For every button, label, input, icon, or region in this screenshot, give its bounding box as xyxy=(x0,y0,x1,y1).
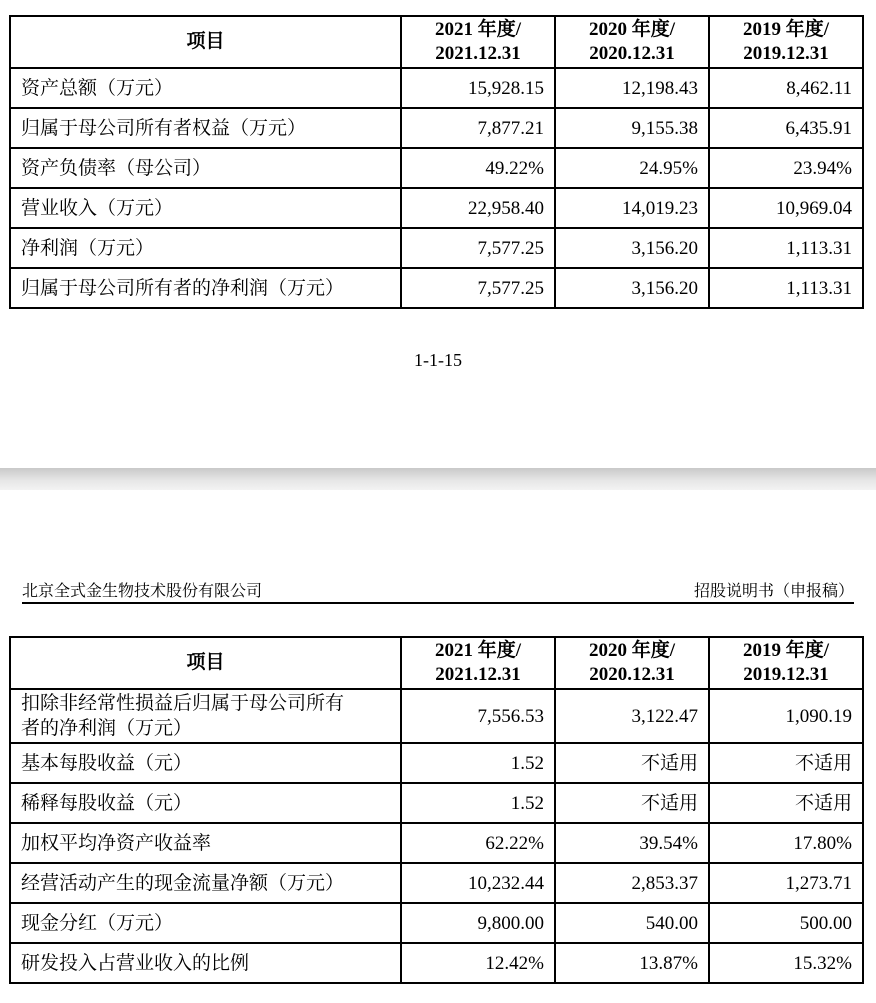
cell-2019: 500.00 xyxy=(709,903,863,943)
table-row xyxy=(10,743,863,783)
row-label: 净利润（万元） xyxy=(10,228,401,268)
cell-2020: 不适用 xyxy=(555,743,709,783)
header-2021: 2021 年度/ 2021.12.31 xyxy=(401,16,555,68)
cell-2020: 2,853.37 xyxy=(555,863,709,903)
cell-2020: 不适用 xyxy=(555,783,709,823)
row-label: 加权平均净资产收益率 xyxy=(10,823,401,863)
cell-2020: 14,019.23 xyxy=(555,188,709,228)
table-row xyxy=(10,783,863,823)
table-row xyxy=(10,68,863,108)
row-label: 稀释每股收益（元） xyxy=(10,783,401,823)
table-row xyxy=(10,943,863,983)
row-label: 现金分红（万元） xyxy=(10,903,401,943)
cell-2019: 6,435.91 xyxy=(709,108,863,148)
cell-2021: 1.52 xyxy=(401,783,555,823)
cell-2019: 15.32% xyxy=(709,943,863,983)
cell-2019: 17.80% xyxy=(709,823,863,863)
table-row xyxy=(10,823,863,863)
cell-2019: 不适用 xyxy=(709,783,863,823)
row-label: 扣除非经常性损益后归属于母公司所有 者的净利润（万元） xyxy=(10,689,401,743)
table-header-row xyxy=(10,16,863,68)
page-number: 1-1-15 xyxy=(414,350,462,370)
header-item: 项目 xyxy=(10,637,401,689)
cell-2021: 1.52 xyxy=(401,743,555,783)
cell-2019: 1,090.19 xyxy=(709,689,863,743)
cell-2021: 62.22% xyxy=(401,823,555,863)
cell-2020: 9,155.38 xyxy=(555,108,709,148)
header-2021: 2021 年度/ 2021.12.31 xyxy=(401,637,555,689)
row-label: 归属于母公司所有者的净利润（万元） xyxy=(10,268,401,308)
cell-2021: 22,958.40 xyxy=(401,188,555,228)
cell-2021: 15,928.15 xyxy=(401,68,555,108)
table-row xyxy=(10,863,863,903)
cell-2019: 23.94% xyxy=(709,148,863,188)
table-row xyxy=(10,903,863,943)
cell-2021: 49.22% xyxy=(401,148,555,188)
header-item: 项目 xyxy=(10,16,401,68)
document-page-1 xyxy=(0,0,876,468)
financial-table-2 xyxy=(9,636,864,984)
table-row xyxy=(10,148,863,188)
cell-2021: 7,877.21 xyxy=(401,108,555,148)
header-2019: 2019 年度/ 2019.12.31 xyxy=(709,637,863,689)
table-header-row xyxy=(10,637,863,689)
cell-2020: 12,198.43 xyxy=(555,68,709,108)
row-label: 营业收入（万元） xyxy=(10,188,401,228)
table-row xyxy=(10,268,863,308)
document-page-2 xyxy=(0,490,876,1003)
row-label: 资产负债率（母公司） xyxy=(10,148,401,188)
cell-2020: 39.54% xyxy=(555,823,709,863)
cell-2020: 3,156.20 xyxy=(555,268,709,308)
header-2020: 2020 年度/ 2020.12.31 xyxy=(555,637,709,689)
header-2019: 2019 年度/ 2019.12.31 xyxy=(709,16,863,68)
row-label: 资产总额（万元） xyxy=(10,68,401,108)
cell-2019: 10,969.04 xyxy=(709,188,863,228)
cell-2020: 3,156.20 xyxy=(555,228,709,268)
cell-2021: 10,232.44 xyxy=(401,863,555,903)
cell-2020: 24.95% xyxy=(555,148,709,188)
header-2020: 2020 年度/ 2020.12.31 xyxy=(555,16,709,68)
cell-2021: 7,556.53 xyxy=(401,689,555,743)
cell-2019: 不适用 xyxy=(709,743,863,783)
cell-2020: 3,122.47 xyxy=(555,689,709,743)
page-separator xyxy=(0,468,876,490)
table-row xyxy=(10,108,863,148)
table-row xyxy=(10,188,863,228)
cell-2020: 13.87% xyxy=(555,943,709,983)
cell-2019: 8,462.11 xyxy=(709,68,863,108)
cell-2019: 1,113.31 xyxy=(709,268,863,308)
cell-2021: 12.42% xyxy=(401,943,555,983)
financial-table-1 xyxy=(9,15,864,309)
row-label: 经营活动产生的现金流量净额（万元） xyxy=(10,863,401,903)
cell-2021: 7,577.25 xyxy=(401,268,555,308)
table-row xyxy=(10,228,863,268)
cell-2019: 1,113.31 xyxy=(709,228,863,268)
cell-2019: 1,273.71 xyxy=(709,863,863,903)
cell-2021: 7,577.25 xyxy=(401,228,555,268)
running-header xyxy=(22,578,854,604)
cell-2020: 540.00 xyxy=(555,903,709,943)
row-label: 归属于母公司所有者权益（万元） xyxy=(10,108,401,148)
row-label: 基本每股收益（元） xyxy=(10,743,401,783)
table-row xyxy=(10,689,863,743)
row-label: 研发投入占营业收入的比例 xyxy=(10,943,401,983)
document-type: 招股说明书（申报稿） xyxy=(693,583,854,600)
cell-2021: 9,800.00 xyxy=(401,903,555,943)
company-name: 北京全式金生物技术股份有限公司 xyxy=(22,583,263,600)
